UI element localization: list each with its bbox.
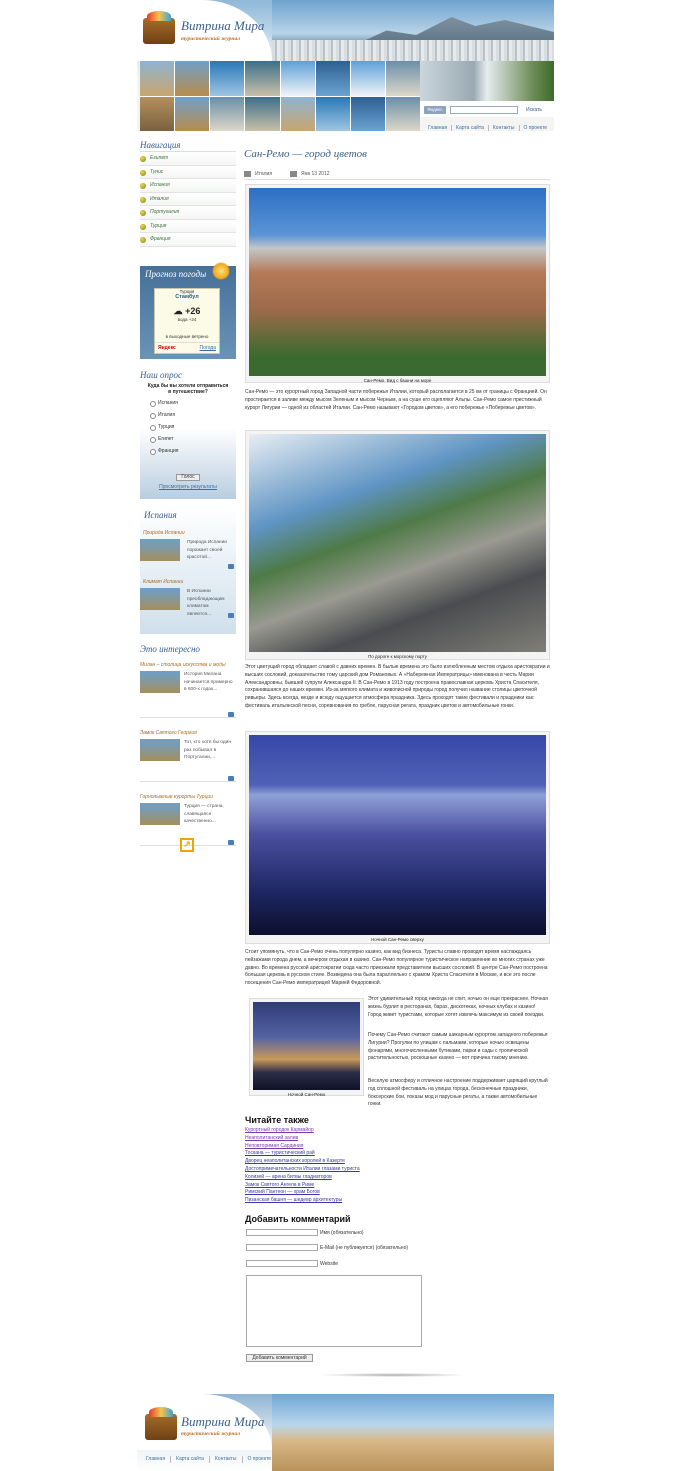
weather-widget — [140, 266, 236, 359]
weather-card[interactable] — [154, 288, 220, 354]
suitcase-logo-icon[interactable] — [145, 1414, 177, 1440]
post-date — [290, 168, 330, 179]
spain-block — [140, 506, 236, 634]
paragraph: Стоит упомянуть, что в Сан-Ремо очень популярно казино, как вид бизнеса. Туристы славно проводят время наслаждаясь пейзажами города днем, а вечером отдыхая в казино. Сан-Ремо популярное туристическое направление во многих странах уже давно. Во времена русской аристократии сюда часто приезжали представители высших сословий. В центре Сан-Ремо построена большая церковь в русском стиле. Возведена она была параллельно с храмом Христа Спасителя в Москве, и все это после посещения Сан-Ремо императрицей Марией Федоровной. — [245, 949, 548, 987]
city-image — [272, 40, 554, 61]
weather-temp-value: +26 — [185, 306, 201, 316]
post-meta — [244, 168, 550, 180]
globe-bullet-icon — [140, 237, 146, 243]
paragraph: Этот удивительный город никогда не спит, ночью он еще прекраснее. Ночная жизнь бурлит в ресторанах, барах, дискотеках, ночных клубах и казино! Город живет туристами, которые хотят извлечь максимум из своей поездки. — [368, 996, 549, 1018]
read-also-link[interactable]: Римский Пантеон — храм Богов — [245, 1189, 320, 1196]
website-label: Website — [320, 1261, 338, 1267]
read-more-icon[interactable] — [228, 613, 234, 618]
globe-bullet-icon — [140, 183, 146, 189]
photo-night-city[interactable] — [249, 735, 546, 935]
topnav-home[interactable]: Главная — [428, 125, 448, 131]
weather-title: Прогноз погоды — [145, 269, 207, 279]
nav-item-tunisia[interactable] — [140, 166, 236, 180]
nav-item-italy[interactable] — [140, 193, 236, 207]
sidebar-navigation — [140, 140, 236, 247]
mosaic-tile — [281, 61, 315, 96]
post-excerpt: Природа Испании поражает своей красотой... — [187, 540, 227, 560]
photo-road-palms[interactable] — [249, 434, 546, 652]
post-title[interactable]: Климат Испании — [143, 579, 184, 585]
figure-caption: По дороге к морскому порту — [368, 654, 427, 659]
footer-site-subtitle: туристический журнал — [181, 1431, 241, 1437]
footer-sphinx-image — [272, 1394, 554, 1471]
search-input[interactable] — [450, 106, 518, 114]
weather-footer — [155, 342, 219, 351]
interesting-title: Это интересно — [140, 644, 200, 654]
poll-widget — [140, 370, 236, 499]
weather-city: Стамбул — [175, 294, 199, 300]
tower-image — [420, 61, 554, 101]
interesting-post — [140, 662, 236, 718]
footer-site-title[interactable]: Витрина Мира — [181, 1414, 265, 1429]
nav-item-spain[interactable] — [140, 179, 236, 193]
globe-bullet-icon — [140, 197, 146, 203]
comment-textarea[interactable] — [246, 1275, 422, 1347]
topnav-contacts[interactable]: Контакты — [488, 125, 519, 131]
read-also-list — [245, 1127, 360, 1205]
post-excerpt: В Испании преобладающим климатом является... — [187, 589, 225, 617]
poll-title: Наш опрос — [140, 370, 183, 380]
read-also-link[interactable]: Замок Святого Ангела в Риме — [245, 1181, 315, 1188]
mosaic-tile — [245, 61, 279, 96]
globe-bullet-icon — [140, 224, 146, 230]
header — [137, 0, 554, 131]
poll-option[interactable]: Италия — [140, 409, 236, 421]
sun-icon — [212, 262, 230, 280]
read-also-link[interactable]: Тоскана — туристический рай — [245, 1150, 315, 1157]
post-title[interactable]: Замок Святого Георгия — [140, 730, 197, 736]
mosaic-tile — [316, 61, 350, 96]
name-label: Имя (обязательно) — [320, 1230, 364, 1236]
photo-night-sanremo[interactable] — [253, 1002, 360, 1090]
nav-item-label: Испания — [150, 182, 170, 188]
mosaic-tile — [175, 97, 209, 132]
globe-bullet-icon — [140, 156, 146, 162]
post-thumbnail[interactable] — [140, 671, 180, 693]
post-title: Сан-Ремо — город цветов — [244, 148, 367, 160]
interesting-block — [140, 644, 236, 850]
post-thumbnail[interactable] — [140, 588, 180, 610]
post-category[interactable] — [244, 168, 272, 179]
mosaic-tile — [140, 61, 174, 96]
figure-caption: Ночной Сан-Ремо сверху — [371, 937, 424, 942]
mosaic-tile — [316, 97, 350, 132]
read-also-link[interactable]: Колизей — арена битвы гладиаторов — [245, 1173, 332, 1180]
paragraph: Сан-Ремо — это курортный город Западной части побережья Италии, который располагается в 25 км от границы с Францией. Он простирается в заливе между мысом Зеленым и мысом Черным, а на суше его оцепляют Альпы. Сан-Ремо самое престижный курорт Лигурии — одной из областей Италии. Сан-Ремо называют «Городом цветов», а его побережье «Побережье цветов». — [245, 389, 547, 411]
read-also-link[interactable]: Дворец неаполитанских королей в Казерте — [245, 1158, 345, 1165]
nav-item-label: Египет — [150, 155, 169, 161]
nav-item-label: Италия — [150, 195, 169, 202]
post-thumbnail[interactable] — [140, 739, 180, 761]
read-more-icon[interactable] — [228, 776, 234, 781]
read-more-icon[interactable] — [228, 840, 234, 845]
calendar-icon — [290, 171, 297, 177]
category-label: Италия — [255, 171, 273, 177]
read-also-link[interactable]: Пизанская башня — шедевр архитектуры — [245, 1197, 343, 1204]
read-more-icon[interactable] — [228, 712, 234, 717]
figure-sanremo-tower — [245, 184, 550, 383]
topnav-about[interactable]: О проекте — [519, 125, 552, 131]
poll-option[interactable]: Египет — [140, 433, 236, 445]
spain-post — [140, 530, 236, 569]
nav-item-turkey[interactable] — [140, 220, 236, 234]
divider-shadow — [318, 1373, 468, 1377]
cloud-icon: ☁ — [173, 306, 186, 316]
nav-item-france[interactable] — [140, 233, 236, 247]
read-more-icon[interactable] — [228, 564, 234, 569]
name-field[interactable] — [246, 1229, 318, 1236]
poll-option[interactable]: Турция — [140, 421, 236, 433]
mosaic-tile — [175, 61, 209, 96]
category-icon — [244, 171, 251, 177]
mosaic-tile — [386, 97, 420, 132]
globe-bullet-icon — [140, 210, 146, 216]
mosaic-tile — [140, 97, 174, 132]
poll-option[interactable]: Франция — [140, 445, 236, 457]
nav-item-label: Тунис — [150, 168, 164, 175]
post-excerpt: История Милана начинается примерно в 600-х годах... — [184, 672, 233, 692]
poll-question: Куда бы вы хотели отправиться в путешествие? — [147, 383, 229, 395]
photo-mosaic — [140, 61, 420, 131]
post-excerpt: Турция — страна, славящаяся качественно... — [184, 804, 224, 824]
figure-caption: Ночной Сан-Ремо — [287, 1092, 326, 1097]
footnav-about[interactable]: О проекте — [242, 1456, 277, 1463]
yandex-logo[interactable]: Яндекс — [158, 345, 176, 351]
nav-item-egypt[interactable] — [140, 152, 236, 166]
weather-temp — [155, 306, 219, 317]
search-button[interactable]: Искать — [526, 107, 542, 113]
email-field[interactable] — [246, 1244, 318, 1251]
globe-bullet-icon — [140, 170, 146, 176]
mosaic-tile — [386, 61, 420, 96]
post-title[interactable]: Горнолыжные курорты Турции — [140, 794, 213, 800]
interesting-post — [140, 730, 236, 782]
footnav-home[interactable]: Главная — [146, 1456, 166, 1462]
nav-item-portugal[interactable] — [140, 206, 236, 220]
read-also-link[interactable]: Неповторимая Сардиния — [245, 1142, 304, 1149]
date-label: Янв 13 2012 — [301, 171, 330, 177]
suitcase-logo-icon[interactable] — [143, 18, 175, 44]
vote-button[interactable]: Голос — [176, 474, 200, 481]
weather-link[interactable]: Погода — [199, 345, 216, 351]
mosaic-tile — [210, 61, 244, 96]
read-also-link[interactable]: Неаполитанский залив — [245, 1134, 299, 1141]
comment-title: Добавить комментарий — [245, 1214, 351, 1224]
mosaic-tile — [351, 97, 385, 132]
post-thumbnail[interactable] — [140, 803, 180, 825]
yandex-search-icon: Яндекс — [424, 106, 446, 114]
external-link-icon[interactable]: ↗ — [180, 838, 194, 852]
photo-sanremo-view[interactable] — [249, 188, 546, 376]
read-also-link[interactable]: Курортный городок Кармайор — [245, 1127, 314, 1133]
figure-caption: Сан-Ремо. Вид с башни на море — [363, 378, 432, 383]
read-also-title: Читайте также — [245, 1115, 309, 1125]
nav-item-label: Португалия — [150, 209, 180, 215]
website-field[interactable] — [246, 1260, 318, 1267]
poll-results-link[interactable]: Просмотреть результаты — [159, 484, 217, 490]
main-content — [244, 148, 550, 180]
poll-option[interactable]: Испания — [140, 397, 236, 409]
figure-road-port — [245, 430, 550, 660]
nav-item-label: Турция — [150, 222, 167, 229]
mosaic-tile — [351, 61, 385, 96]
email-label: E-Mail (не публикуется) (обязательно) — [320, 1245, 409, 1251]
weather-weekend: в выходные ветрено — [165, 334, 209, 339]
nav-item-label: Франция — [150, 236, 171, 242]
mosaic-tile — [210, 97, 244, 132]
site-subtitle: туристический журнал — [181, 36, 241, 42]
topnav-sitemap[interactable]: Карта сайта — [451, 125, 488, 131]
post-title[interactable]: Природа Испании — [143, 530, 185, 536]
spain-post — [140, 579, 236, 618]
weather-water: вода +24 — [177, 317, 197, 322]
footnav-sitemap[interactable]: Карта сайта — [170, 1456, 209, 1463]
top-navigation — [424, 125, 551, 131]
post-excerpt: Тот, кто хотя бы один раз побывал в Португалии,... — [184, 740, 231, 760]
site-title[interactable]: Витрина Мира — [181, 18, 265, 33]
footer — [137, 1394, 554, 1471]
paragraph: Почему Сан-Ремо считают самым шикарным курортом западного побережья Лигурии? Прогулки по улицам с пальмами, которые ночью освещены фонарями, многочисленными бутиками, парки и сады с тропической растительностью, роскошные казино — вот причина такому мнению. — [368, 1032, 548, 1062]
paragraph: Этот цветущий город обладает славой с давних времен. В былые времена это было излюбленным местом отдыха аристократии и высших сословий, доказательство тому царский дом Романовых. А «Набережная Императрицы» именована в честь Марии Александровны, бывшей супруги Александра II. В Сан-Ремо в 1913 году построена православная церковь Христа Спасителя, сохранившаяся до наших времен. Из-за мягкого климата и живописной природы город получил название столицы цветочной ривьеры. Здесь всегда, везде и всюду ощущается атмосфера праздника. Здесь проходят такие фестивали и праздники как: фестиваль итальянской песни, соревнования по гребле, парусная регата, праздник цветов и автомобильные гонки. — [245, 664, 550, 709]
mosaic-tile — [281, 97, 315, 132]
submit-comment-button[interactable]: Добавить комментарий — [246, 1354, 313, 1362]
paragraph: Веселую атмосферу и отличное настроение поддерживает царящий круглый год сплошной фестиваль на улицах города, бесконечные праздники, боксерские бои, показы мод и парусные регаты, а также автомобильные гонки. — [368, 1078, 548, 1108]
post-thumbnail[interactable] — [140, 539, 180, 561]
navigation-title: Навигация — [140, 140, 236, 152]
footer-navigation — [141, 1456, 276, 1463]
weather-country: Турция — [179, 289, 195, 294]
poll-box — [140, 381, 236, 499]
navigation-list — [140, 152, 236, 247]
read-also-link[interactable]: Достопримечательности Италии глазами туриста — [245, 1165, 360, 1172]
footnav-contacts[interactable]: Контакты — [209, 1456, 242, 1463]
mosaic-tile — [245, 97, 279, 132]
figure-night — [249, 998, 364, 1096]
figure-night-top — [245, 731, 550, 944]
spain-title: Испания — [144, 510, 177, 520]
post-title[interactable]: Милан – столица искусства и моды — [140, 662, 226, 668]
